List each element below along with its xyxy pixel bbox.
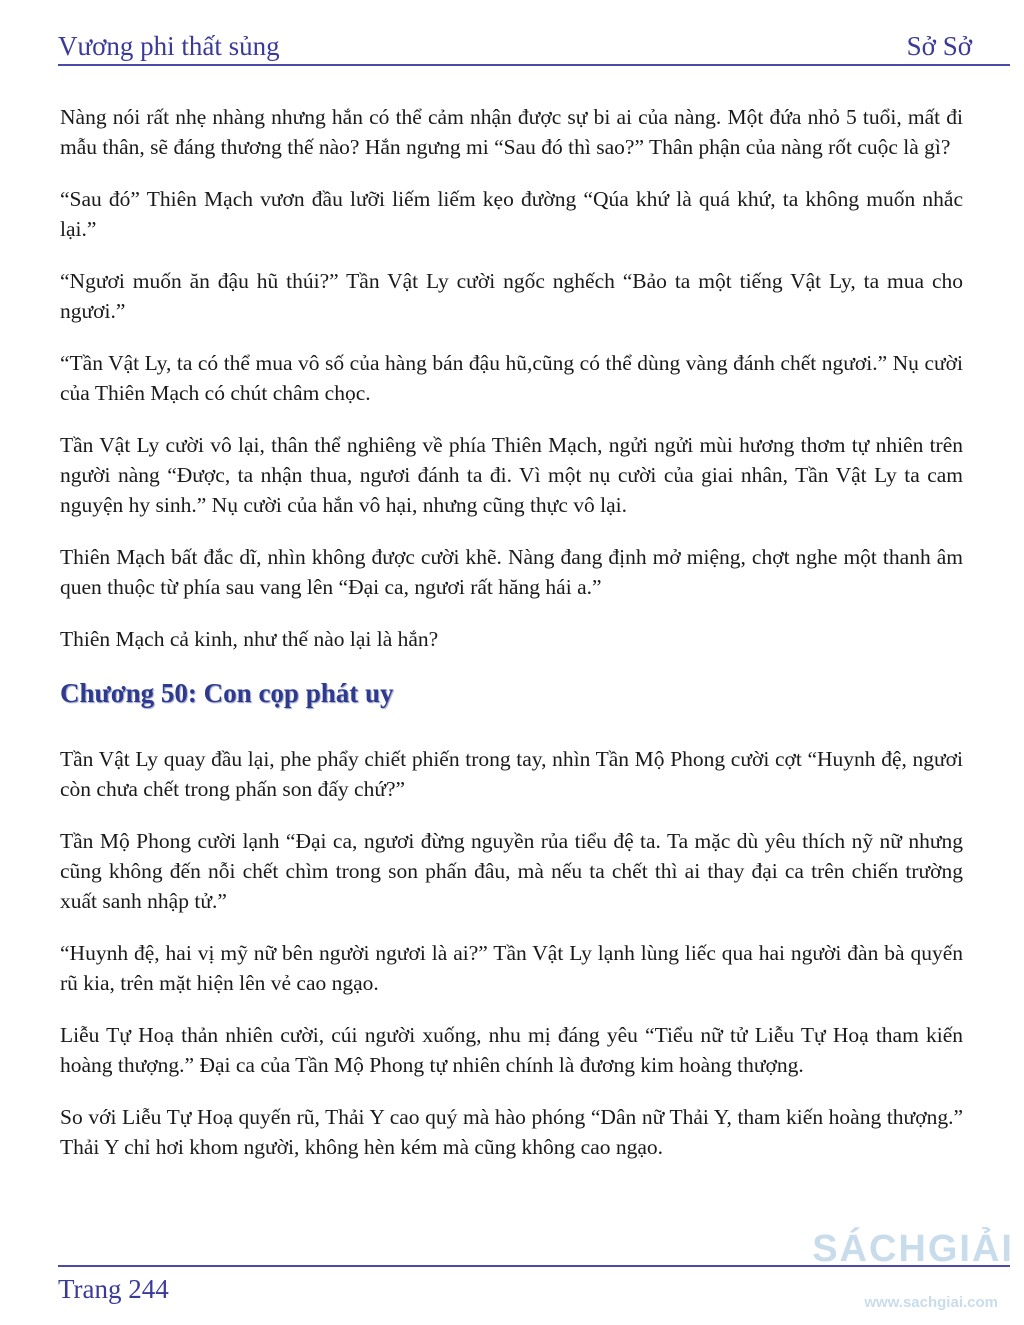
paragraph: Tần Vật Ly quay đầu lại, phe phẩy chiết phiến trong tay, nhìn Tần Mộ Phong cười cợt “Huynh đệ, ngươi còn chưa chết trong phấn son đấy chứ?” xyxy=(60,747,963,801)
paragraph: So với Liễu Tự Hoạ quyến rũ, Thải Y cao quý mà hào phóng “Dân nữ Thải Y, tham kiến hoàng thượng.” Thải Y chỉ hơi khom người, không hèn kém mà cũng không cao ngạo. xyxy=(60,1105,963,1159)
header-divider xyxy=(58,64,1010,66)
paragraph: Tần Mộ Phong cười lạnh “Đại ca, ngươi đừng nguyền rủa tiểu đệ ta. Ta mặc dù yêu thích nỹ nữ nhưng cũng không đến nỗi chết chìm trong son phấn đâu, mà nếu ta chết thì ai thay đại ca trên chiến trường xuất sanh nhập tử.” xyxy=(60,829,963,913)
watermark xyxy=(812,1228,1016,1318)
paragraph: Nàng nói rất nhẹ nhàng nhưng hắn có thể cảm nhận được sự bi ai của nàng. Một đứa nhỏ 5 tuổi, mất đi mẫu thân, sẽ đáng thương thế nào? Hắn ngưng mi “Sau đó thì sao?” Thân phận của nàng rốt cuộc là gì? xyxy=(60,105,963,159)
page-content xyxy=(60,102,963,1184)
paragraph: Tần Vật Ly cười vô lại, thân thể nghiêng về phía Thiên Mạch, ngửi ngửi mùi hương thơm tự nhiên trên người nàng “Được, ta nhận thua, ngươi đánh ta đi. Vì một nụ cười của giai nhân, Tần Vật Ly ta cam nguyện hy sinh.” Nụ cười của hắn vô hại, nhưng cũng thực vô lại. xyxy=(60,433,963,517)
page-number: Trang 244 xyxy=(58,1274,169,1304)
paragraph: Thiên Mạch bất đắc dĩ, nhìn không được cười khẽ. Nàng đang định mở miệng, chợt nghe một thanh âm quen thuộc từ phía sau vang lên “Đại ca, ngươi rất hăng hái a.” xyxy=(60,545,963,599)
paragraph: “Sau đó” Thiên Mạch vươn đầu lưỡi liếm liếm kẹo đường “Qúa khứ là quá khứ, ta không muốn nhắc lại.” xyxy=(60,187,963,241)
watermark-url: www.sachgiai.com xyxy=(864,1294,998,1311)
page-header xyxy=(58,22,972,62)
book-title: Vương phi thất sủng xyxy=(58,31,280,61)
paragraph: Liễu Tự Hoạ thản nhiên cười, cúi người xuống, nhu mị đáng yêu “Tiểu nữ tử Liễu Tự Hoạ tham kiến hoàng thượng.” Đại ca của Tần Mộ Phong tự nhiên chính là đương kim hoàng thượng. xyxy=(60,1023,963,1077)
watermark-logo: SÁCHGIẢI xyxy=(812,1228,1014,1270)
chapter-heading: Chương 50: Con cọp phát uy xyxy=(60,678,394,708)
paragraph: “Ngươi muốn ăn đậu hũ thúi?” Tần Vật Ly cười ngốc nghếch “Bảo ta một tiếng Vật Ly, ta mua cho ngươi.” xyxy=(60,269,963,323)
paragraph: “Tần Vật Ly, ta có thể mua vô số của hàng bán đậu hũ,cũng có thể dùng vàng đánh chết ngươi.” Nụ cười của Thiên Mạch có chút châm chọc. xyxy=(60,351,963,405)
author-name: Sở Sở xyxy=(906,31,972,61)
paragraph: Thiên Mạch cả kinh, như thế nào lại là hắn? xyxy=(60,627,439,651)
paragraph: “Huynh đệ, hai vị mỹ nữ bên người ngươi là ai?” Tần Vật Ly lạnh lùng liếc qua hai người đàn bà quyến rũ kia, trên mặt hiện lên vẻ cao ngạo. xyxy=(60,941,963,995)
